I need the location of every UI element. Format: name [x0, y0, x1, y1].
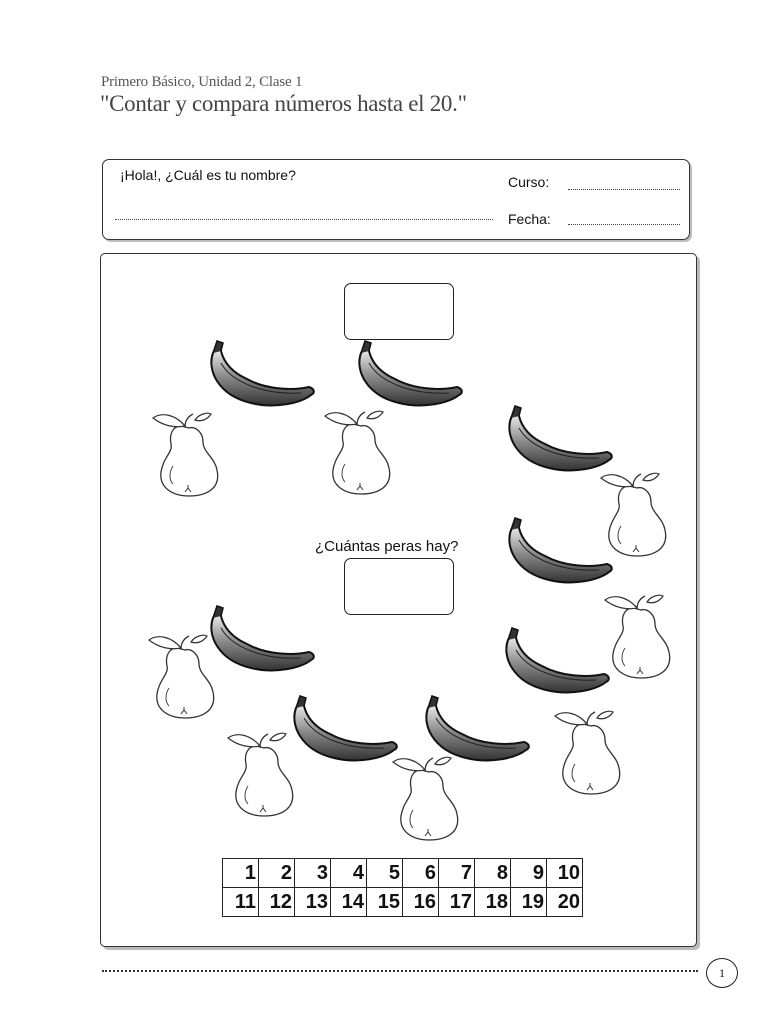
banana-5	[211, 606, 313, 670]
number-cell: 3	[295, 859, 331, 888]
number-cell: 1	[223, 859, 259, 888]
pear-2	[325, 411, 390, 494]
banana-6	[506, 628, 608, 692]
name-field[interactable]	[115, 219, 493, 220]
banana-8	[426, 696, 528, 760]
page-title: "Contar y compara números hasta el 20."	[100, 91, 467, 116]
number-cell: 19	[511, 888, 547, 917]
pear-7	[228, 733, 293, 816]
banana-7	[294, 696, 396, 760]
number-cell: 18	[475, 888, 511, 917]
banana-1	[211, 341, 313, 405]
banana-4	[509, 518, 611, 582]
page-number: 1	[706, 958, 738, 988]
number-cell: 7	[439, 859, 475, 888]
pear-5	[149, 635, 214, 718]
number-cell: 6	[403, 859, 439, 888]
number-cell: 2	[259, 859, 295, 888]
activity-box	[100, 253, 697, 947]
student-info-box	[102, 159, 690, 240]
greeting-label: ¡Hola!, ¿Cuál es tu nombre?	[120, 167, 296, 183]
number-cell: 8	[475, 859, 511, 888]
number-grid-row	[223, 859, 583, 888]
banana-answer-box[interactable]	[344, 283, 454, 340]
number-cell: 17	[439, 888, 475, 917]
page-subtitle: Primero Básico, Unidad 2, Clase 1	[101, 74, 303, 90]
fecha-label: Fecha:	[508, 211, 551, 227]
pear-4	[605, 595, 670, 678]
pear-3	[601, 473, 666, 556]
pear-answer-box[interactable]	[344, 558, 454, 615]
question-label: ¿Cuántas peras hay?	[315, 538, 459, 555]
number-grid	[222, 858, 583, 917]
number-cell: 5	[367, 859, 403, 888]
number-cell: 11	[223, 888, 259, 917]
number-cell: 15	[367, 888, 403, 917]
curso-field[interactable]	[568, 189, 680, 190]
number-cell: 14	[331, 888, 367, 917]
pear-1	[153, 413, 218, 496]
number-cell: 9	[511, 859, 547, 888]
number-cell: 12	[259, 888, 295, 917]
banana-3	[509, 406, 611, 470]
number-cell: 13	[295, 888, 331, 917]
pear-6	[555, 711, 620, 794]
number-cell: 10	[547, 859, 583, 888]
banana-2	[359, 341, 461, 405]
number-cell: 4	[331, 859, 367, 888]
pear-8	[393, 757, 458, 840]
number-cell: 20	[547, 888, 583, 917]
fecha-field[interactable]	[568, 224, 680, 225]
footer-divider	[102, 970, 698, 972]
number-grid-row	[223, 888, 583, 917]
curso-label: Curso:	[508, 174, 550, 190]
number-cell: 16	[403, 888, 439, 917]
